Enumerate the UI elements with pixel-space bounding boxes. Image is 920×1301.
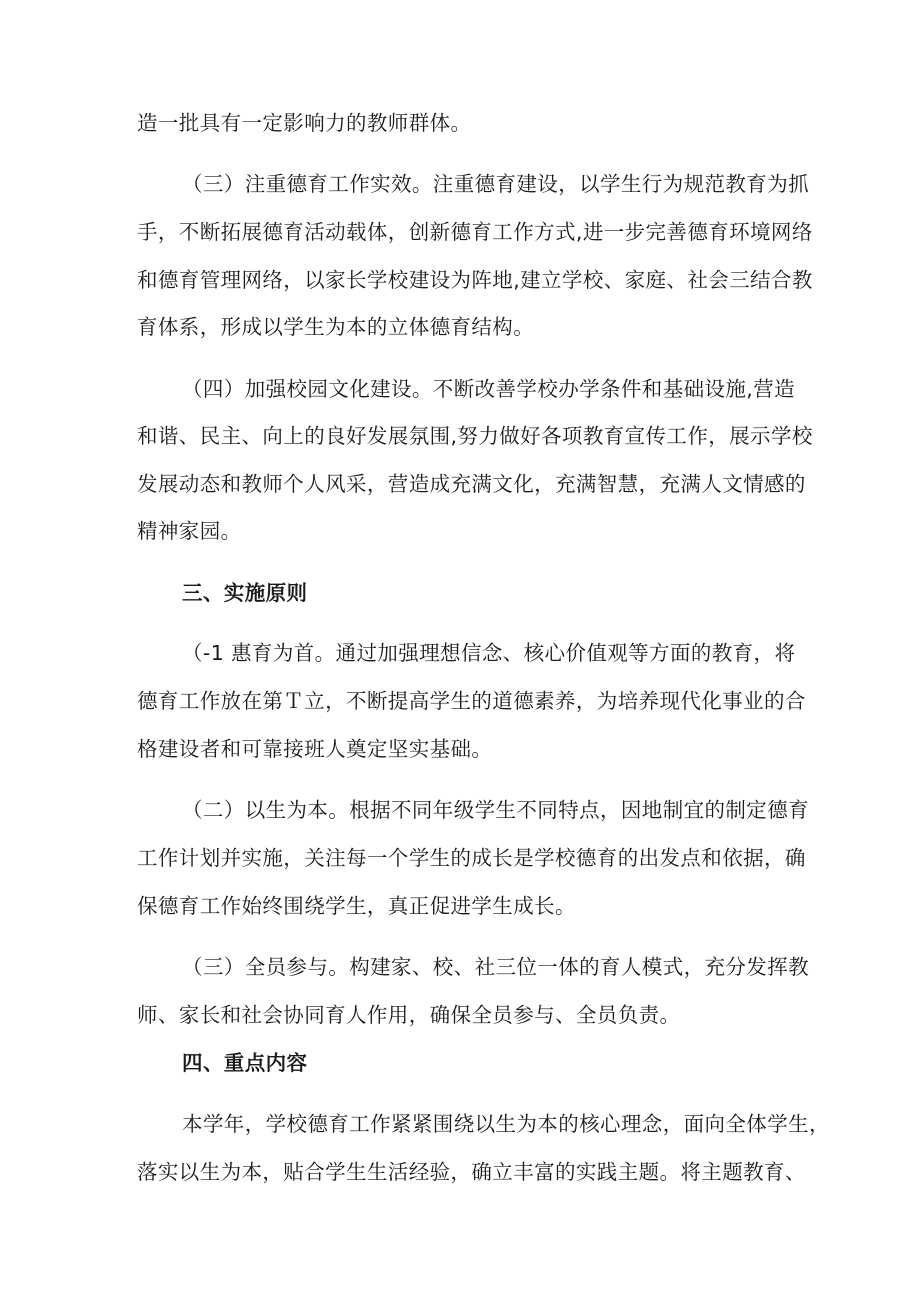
paragraph-line: 造一批具有一定影响力的教师群体。 <box>137 111 472 135</box>
paragraph-line: 精神家园。 <box>137 519 242 543</box>
paragraph-line: 和德育管理网络，以家长学校建设为阵地,建立学校、家庭、社会三结合教 <box>137 268 813 292</box>
paragraph-line: 落实以生为本，贴合学生生活经验，确立丰富的实践主题。将主题教育、 <box>137 1160 806 1184</box>
paragraph-line: 德育工作放在第Ｔ立，不断提高学生的道德素养，为培养现代化事业的合 <box>137 689 806 713</box>
paragraph-line: 发展动态和教师个人风采，营造成充满文化，充满智慧，充满人文情感的 <box>137 472 806 496</box>
paragraph-line: 保德育工作始终围绕学生，真正促进学生成长。 <box>137 894 576 918</box>
paragraph-line: （三）注重德育工作实效。注重德育建设，以学生行为规范教育为抓 <box>182 172 809 196</box>
paragraph-line: （三）全员参与。构建家、校、社三位一体的育人模式，充分发挥教 <box>182 955 809 979</box>
paragraph-line: 本学年，学校德育工作紧紧围绕以生为本的核心理念，面向全体学生， <box>182 1112 830 1136</box>
section-heading: 三、实施原则 <box>182 581 308 605</box>
paragraph-line: 和谐、民主、向上的良好发展氛围,努力做好各项教育宣传工作，展示学校 <box>137 424 813 448</box>
paragraph-line: 格建设者和可靠接班人奠定坚实基础。 <box>137 737 493 761</box>
paragraph-line: 工作计划并实施，关注每一个学生的成长是学校德育的出发点和依据，确 <box>137 846 806 870</box>
paragraph-line: 育体系，形成以学生为本的立体德育结构。 <box>137 315 535 339</box>
paragraph-line: 手，不断拓展德育活动载体，创新德育工作方式,进一步完善德育环境网络 <box>137 220 813 244</box>
paragraph-line: （二）以生为本。根据不同年级学生不同特点，因地制宜的制定德育 <box>182 798 809 822</box>
section-heading: 四、重点内容 <box>182 1051 308 1075</box>
paragraph-line: 师、家长和社会协同育人作用，确保全员参与、全员负责。 <box>137 1003 681 1027</box>
paragraph-line: （四）加强校园文化建设。不断改善学校办学条件和基础设施,营造 <box>182 377 796 401</box>
paragraph-line: （-1 惠育为首。通过加强理想信念、核心价值观等方面的教育，将 <box>182 641 796 665</box>
